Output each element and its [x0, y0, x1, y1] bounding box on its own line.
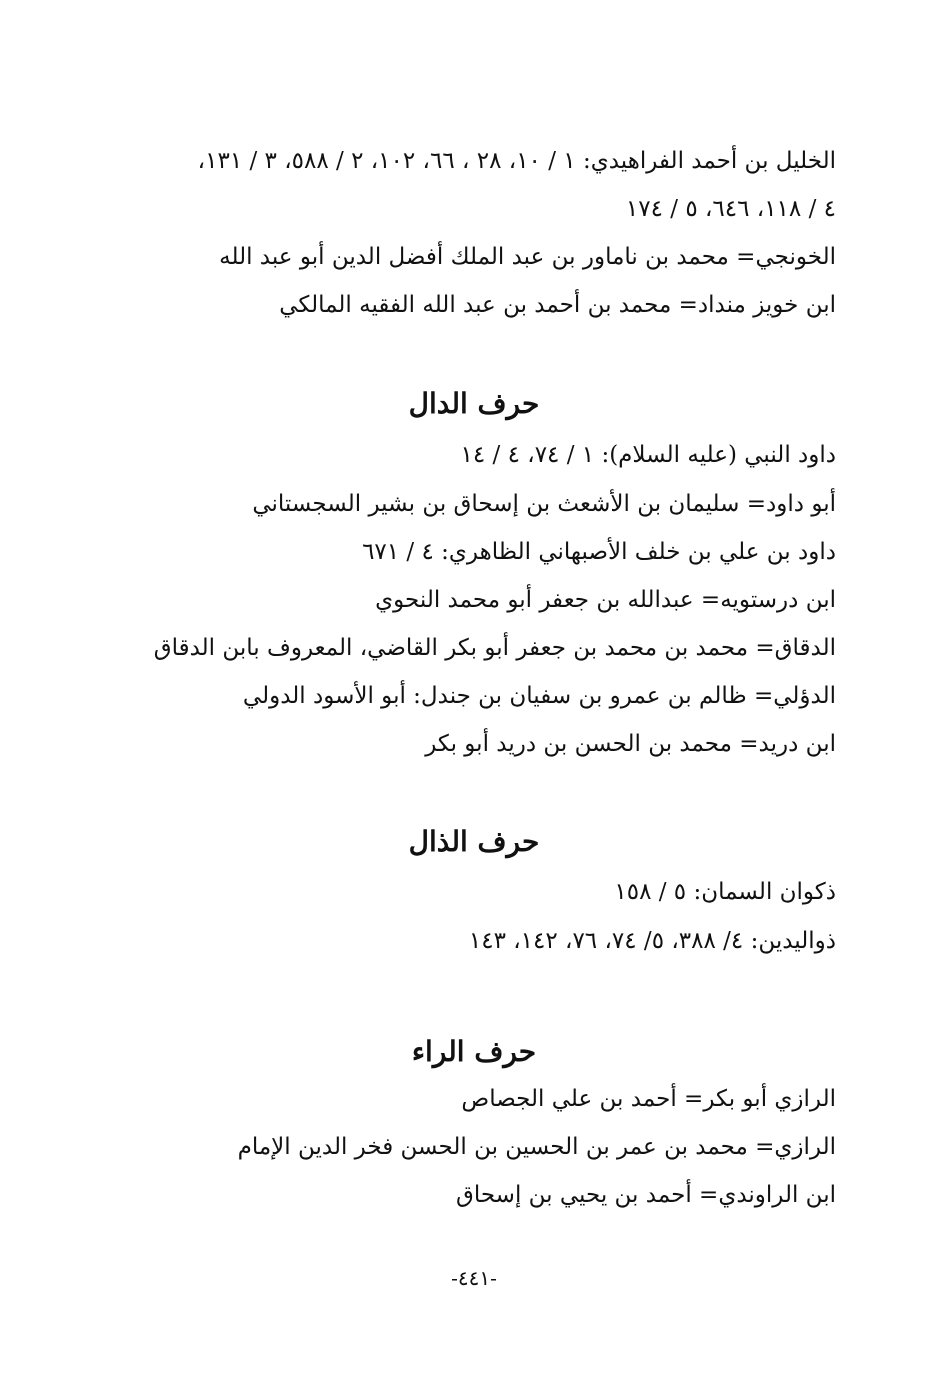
index-entry-continuation: ٤ / ١١٨، ٦٤٦، ٥ / ١٧٤	[625, 196, 836, 222]
section-heading-dhal: حرف الذال	[408, 825, 540, 858]
index-entry: الدؤلي= ظالم بن عمرو بن سفيان بن جندل: أبو الأسود الدولي	[242, 683, 836, 709]
index-entry: ابن خويز منداد= محمد بن أحمد بن عبد الله الفقيه المالكي	[279, 292, 836, 318]
index-entry: الخليل بن أحمد الفراهيدي: ١ / ١٠، ٢٨ ، ٦٦، ١٠٢، ٢ / ٥٨٨، ٣ / ١٣١،	[197, 148, 836, 174]
index-entry: ابن دريد= محمد بن الحسن بن دريد أبو بكر	[425, 731, 836, 757]
section-heading-ra: حرف الراء	[411, 1035, 537, 1068]
index-entry: الرازي= محمد بن عمر بن الحسين بن الحسن فخر الدين الإمام	[237, 1134, 836, 1160]
index-entry: ذواليدين: ٤/ ٣٨٨، ٥/ ٧٤، ٧٦، ١٤٢، ١٤٣	[468, 928, 836, 954]
index-entry: داود النبي (عليه السلام): ١ / ٧٤، ٤ / ١٤	[460, 442, 836, 468]
index-entry: ذكوان السمان: ٥ / ١٥٨	[614, 879, 836, 905]
index-entry: أبو داود= سليمان بن الأشعث بن إسحاق بن بشير السجستاني	[252, 491, 836, 517]
index-entry: ابن الراوندي= أحمد بن يحيي بن إسحاق	[455, 1182, 836, 1208]
index-entry: الرازي أبو بكر= أحمد بن علي الجصاص	[461, 1086, 836, 1112]
index-entry: الخونجي= محمد بن ناماور بن عبد الملك أفضل الدين أبو عبد الله	[219, 244, 836, 270]
index-entry: ابن درستويه= عبدالله بن جعفر أبو محمد النحوي	[375, 587, 836, 613]
section-heading-dal: حرف الدال	[408, 387, 540, 420]
page-number: -٤٤١-	[451, 1266, 497, 1290]
index-entry: داود بن علي بن خلف الأصبهاني الظاهري: ٤ / ٦٧١	[362, 539, 836, 565]
index-entry: الدقاق= محمد بن محمد بن جعفر أبو بكر القاضي، المعروف بابن الدقاق	[153, 635, 836, 661]
